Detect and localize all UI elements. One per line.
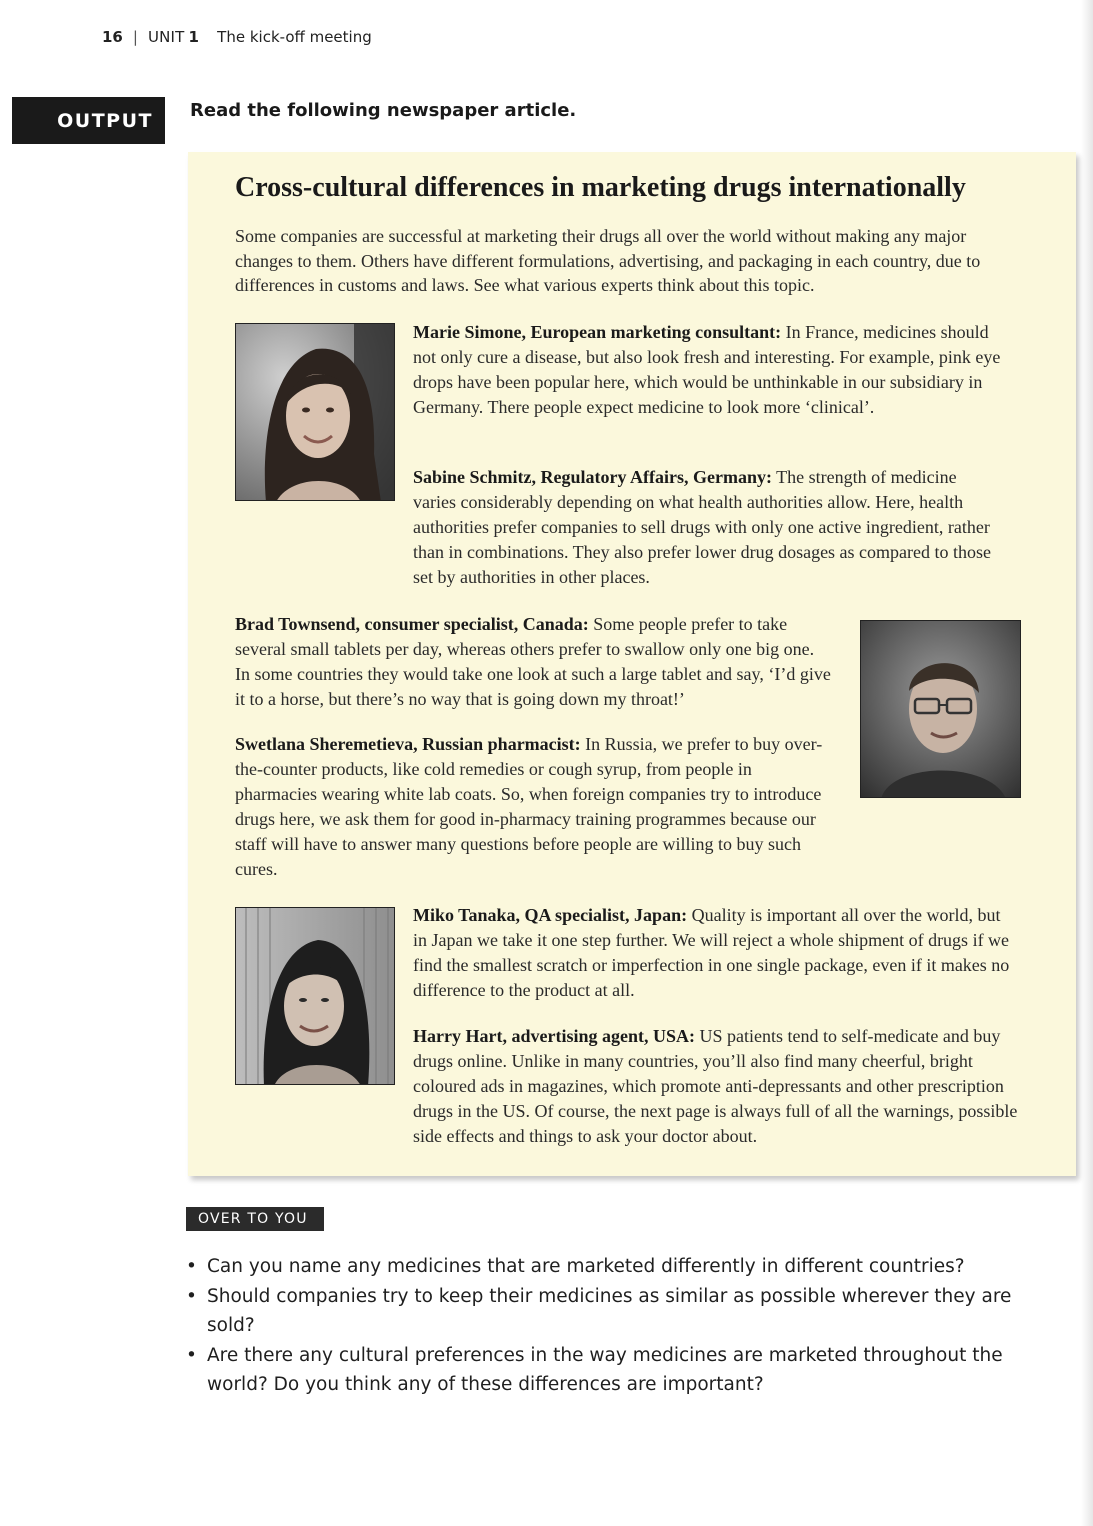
quote-swetlana-sheremetieva: [235, 732, 827, 882]
newspaper-article: [188, 152, 1076, 1176]
speaker-name: Brad Townsend, consumer specialist, Canada:: [235, 614, 589, 634]
header-separator: |: [132, 28, 138, 46]
photo-marie-simone: [235, 323, 395, 501]
bullet-icon: •: [186, 1344, 197, 1366]
bullet-icon: •: [186, 1285, 197, 1307]
article-intro: Some companies are successful at marketing their drugs all over the world without making any major changes to them. Others have different formulations, advertising, and packaging in each country, due to differences in customs and laws. See what various experts think about this topic.: [235, 226, 981, 295]
speaker-name: Miko Tanaka, QA specialist, Japan:: [413, 905, 688, 925]
quote-marie-simone: [413, 320, 1013, 420]
output-section-label: OUTPUT: [12, 97, 165, 144]
quote-harry-hart: [413, 1024, 1018, 1149]
quote-text: The strength of medicine varies considerably depending on what health authorities allow. Here, health authorities prefer companies to sell drugs with only one active ingredient, rather than in combinations. They also prefer lower drug dosages as compared to those set by authorities in other places.: [413, 467, 992, 587]
speaker-name: Harry Hart, advertising agent, USA:: [413, 1026, 695, 1046]
quote-text: In Russia, we prefer to buy over-the-counter products, like cold remedies or cough syrup, from people in pharmacies wearing white lab coats. So, when foreign companies try to introduce drugs here, we ask them for good in-pharmacy training programmes because our staff will have to answer many questions before people are willing to buy such cures.: [235, 734, 823, 879]
unit-label: UNIT 1: [147, 28, 200, 46]
photo-brad-townsend: [860, 620, 1021, 798]
quote-sabine-schmitz: [413, 465, 993, 590]
question-item: [186, 1252, 1026, 1282]
page-edge-shadow: [1081, 0, 1093, 1526]
quote-miko-tanaka: [413, 903, 1015, 1003]
question-text: Are there any cultural preferences in the way medicines are marketed throughout the world? Do you think any of these differences are important?: [207, 1344, 1003, 1395]
speaker-name: Sabine Schmitz, Regulatory Affairs, Germany:: [413, 467, 772, 487]
quote-text: In France, medicines should not only cure a disease, but also look fresh and interesting. For example, pink eye drops have been popular here, which would be unthinkable in our subsidiary in Germany. There people expect medicine to look more ‘clinical’.: [413, 322, 1001, 417]
question-item: [186, 1282, 1026, 1341]
quote-text: Some people prefer to take several small tablets per day, whereas others prefer to swallow only one big one. In some countries they would take one look at such a large tablet and say, ‘I’d give it to a horse, but there’s no way that is going down my throat!’: [235, 614, 831, 709]
article-headline: Cross-cultural differences in marketing drugs internationally: [235, 172, 966, 203]
quote-brad-townsend: [235, 612, 833, 712]
quote-text: Quality is important all over the world, but in Japan we take it one step further. We will reject a whole shipment of drugs if we find the smallest scratch or imperfection in one single package, even if it makes no difference to the product at all.: [413, 905, 1010, 1000]
unit-title: The kick-off meeting: [217, 28, 372, 46]
question-text: Can you name any medicines that are marketed differently in different countries?: [207, 1256, 965, 1277]
output-instruction: Read the following newspaper article.: [190, 100, 577, 121]
photo-miko-tanaka: [235, 907, 395, 1085]
speaker-name: Marie Simone, European marketing consultant:: [413, 322, 782, 342]
bullet-icon: •: [186, 1256, 197, 1277]
running-header: [102, 27, 372, 47]
question-text: Should companies try to keep their medicines as similar as possible wherever they are sold?: [207, 1285, 1012, 1336]
page-number: 16: [102, 28, 123, 46]
quote-text: US patients tend to self-medicate and buy drugs online. Unlike in many countries, you’ll also find many cheerful, bright coloured ads in magazines, which promote anti-depressants and other prescription drugs in the US. Of course, the next page is always full of all the warnings, possible side effects and things to ask your doctor about.: [413, 1026, 1018, 1146]
over-to-you-label: OVER TO YOU: [186, 1207, 324, 1231]
question-item: [186, 1341, 1026, 1400]
unit-number: 1: [188, 28, 200, 46]
speaker-name: Swetlana Sheremetieva, Russian pharmacist:: [235, 734, 581, 754]
discussion-questions: [186, 1252, 1026, 1400]
